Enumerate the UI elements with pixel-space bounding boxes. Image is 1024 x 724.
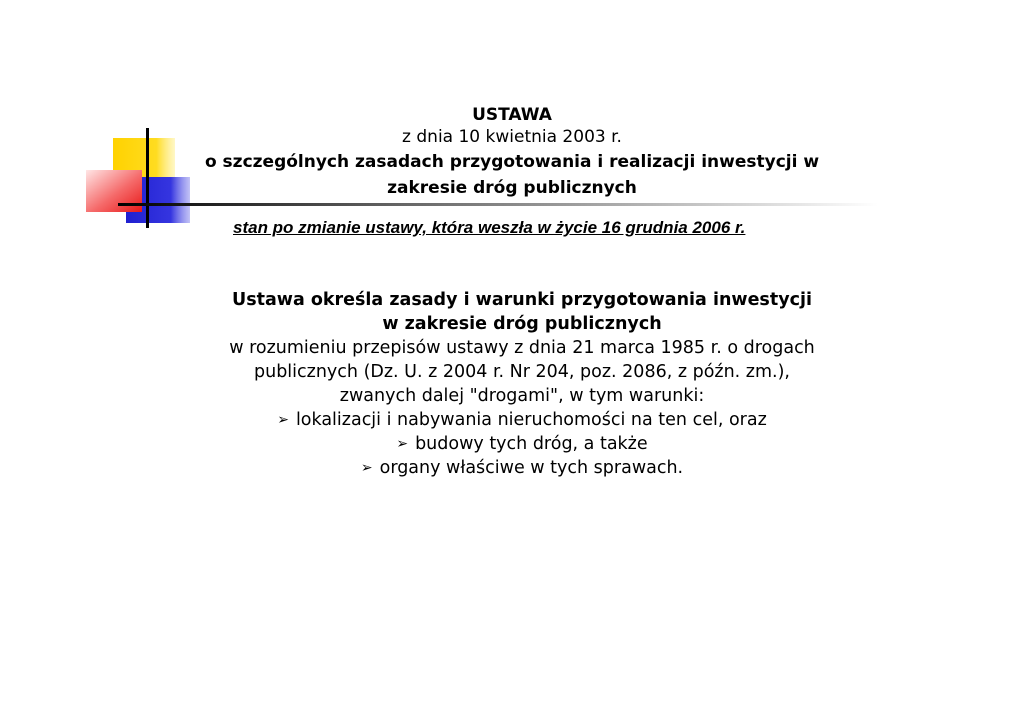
- list-item: [0, 432, 1024, 456]
- document-title: USTAWA: [472, 105, 552, 125]
- arrow-bullet-icon: ➢: [396, 436, 409, 452]
- summary-text: [0, 288, 1024, 480]
- list-item-text: organy właściwe w tych sprawach.: [379, 458, 684, 478]
- subject-line-1: o szczególnych zasadach przygotowania i realizacji inwestycji w: [204, 152, 820, 172]
- list-item: [0, 408, 1024, 432]
- arrow-bullet-icon: ➢: [277, 412, 289, 428]
- amendment-note: stan po zmianie ustawy, która weszła w życie 16 grudnia 2006 r.: [233, 218, 746, 237]
- list-item-text: lokalizacji i nabywania nieruchomości na ten cel, oraz: [295, 410, 767, 430]
- horizontal-rule: [118, 203, 878, 206]
- text-line-3: zwanych dalej "drogami", w tym warunki:: [339, 386, 705, 406]
- subject-line-2: zakresie dróg publicznych: [387, 178, 637, 198]
- lead-line-2: w zakresie dróg publicznych: [382, 314, 662, 334]
- lead-line-1: Ustawa określa zasady i warunki przygotowania inwestycji: [231, 290, 812, 310]
- list-item: [0, 456, 1024, 480]
- document-date: z dnia 10 kwietnia 2003 r.: [402, 127, 622, 147]
- text-line-2: publicznych (Dz. U. z 2004 r. Nr 204, poz. 2086, z późn. zm.),: [254, 362, 790, 382]
- document-subject: [0, 149, 1024, 201]
- arrow-bullet-icon: ➢: [360, 460, 373, 476]
- text-line-1: w rozumieniu przepisów ustawy z dnia 21 marca 1985 r. o drogach: [229, 338, 815, 358]
- list-item-text: budowy tych dróg, a także: [415, 434, 648, 454]
